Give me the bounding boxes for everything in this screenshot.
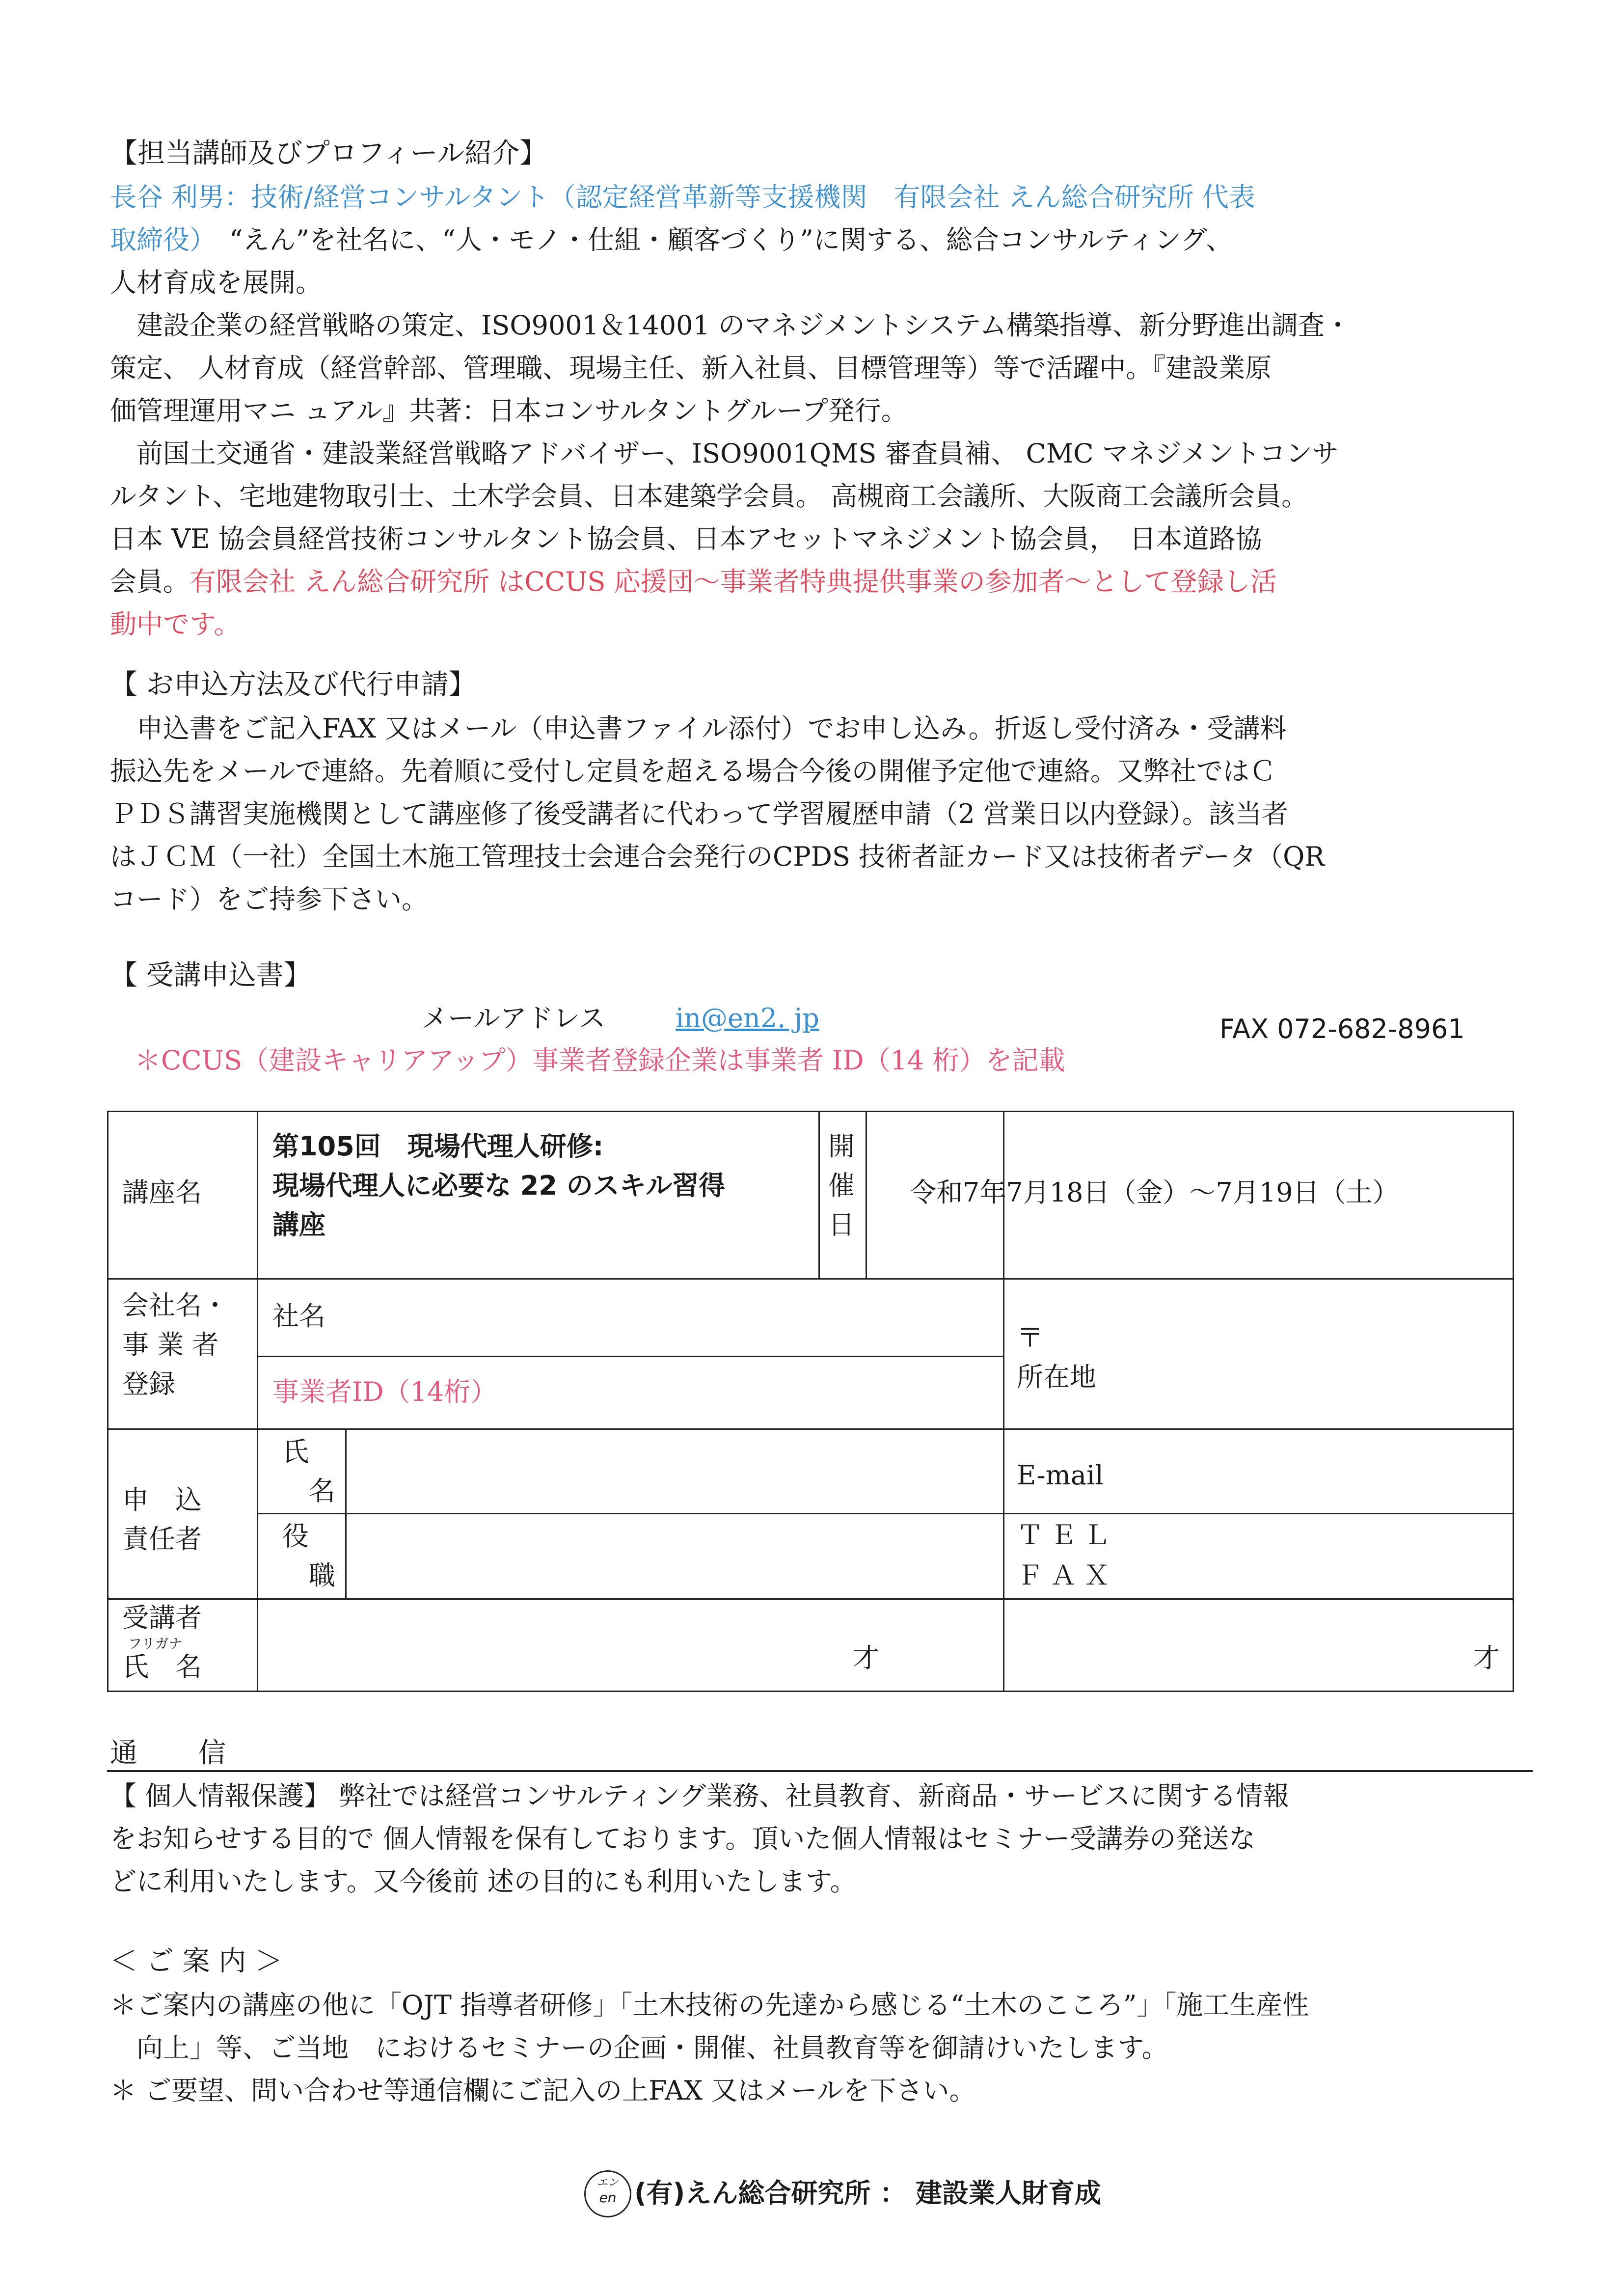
company-label-1: 会社名・ [122,1290,228,1321]
company-name-field[interactable]: 社名 [272,1301,325,1332]
name-label-1: 氏 [282,1436,309,1467]
guide-line-2: 向上」等、ご当地 におけるセミナーの企画・開催、社員教育等を御請けいたします。 [110,2032,1168,2063]
profile-line-10a: 会員。 [110,566,189,597]
footer-company-name: (有)えん総合研究所 ： 建設業人財育成 [634,2178,1101,2209]
company-logo: エン en [584,2170,631,2217]
guide-line-1: ＊ご案内の講座の他に「OJT 指導者研修」「土木技術の先達から感じる“土木のこころ”」「施工生産性 [110,1990,1309,2021]
email-label: メールアドレス [421,1003,606,1034]
application-line-3: ＰＤＳ講習実施機関として講座修了後受講者に代わって学習履歴申請（2 営業日以内登録）。該当者 [110,798,1288,829]
application-line-2: 振込先をメールで連絡。先着順に受付し定員を超える場合今後の開催予定他で連絡。又弊社ではＣ [110,756,1276,787]
profile-line-11: 動中です。 [110,609,241,640]
attendee-furigana: フリガナ [128,1636,183,1652]
application-heading: 【 お申込方法及び代行申請】 [110,669,476,701]
profile-line-2b: “えん”を社名に、“人・モノ・仕組・顧客づくり”に関する、総合コンサルティング、 [203,224,1233,255]
guide-heading: ＜ ご 案 内 ＞ [110,1945,283,1977]
application-table [107,1111,1514,1692]
course-title-3: 講座 [272,1209,325,1240]
profile-line-3: 人材育成を展開。 [110,267,322,298]
address-field[interactable]: 所在地 [1017,1362,1096,1393]
application-line-4: はＪＣＭ（一社）全国土木施工管理技士会連合会発行のCPDS 技術者証カード又は技術者データ（QR [110,841,1325,872]
course-title-1: 第105回 現場代理人研修: [272,1131,604,1162]
privacy-line-3: どに利用いたします。又今後前 述の目的にも利用いたします。 [110,1866,857,1897]
applicant-label-1: 申 込 [122,1484,202,1515]
profile-line-10b: 有限会社 えん総合研究所 はCCUS 応援団～事業者特典提供事業の参加者～として登録し活 [189,566,1277,597]
course-label: 講座名 [122,1177,202,1208]
profile-line-9: 日本 VE 協会員経営技術コンサルタント協会員、日本アセットマネジメント協会員， 日本道路協 [110,523,1262,554]
fax-number: FAX 072-682-8961 [1219,1013,1465,1044]
held-label-2: 催 [828,1170,855,1201]
notes-heading: 通 信 [110,1737,228,1769]
privacy-line-1: 【 個人情報保護】 弊社では経営コンサルティング業務、社員教育、新商品・サービスに関する情報 [110,1780,1290,1811]
email-field[interactable]: E-mail [1017,1460,1104,1491]
guide-section [110,1940,1534,2112]
business-id-field[interactable]: 事業者ID（14桁） [272,1376,497,1407]
email-link[interactable]: in@en2. jp [676,1003,819,1034]
company-label-2: 事 業 者 [122,1329,219,1360]
privacy-section [110,1775,1534,1903]
profile-section [110,132,1534,646]
attendee-label-1: 受講者 [122,1602,202,1633]
application-line-5: コード）をご持参下さい。 [110,884,428,915]
held-label-1: 開 [828,1131,855,1162]
age-unit-1: 才 [853,1642,879,1673]
guide-line-3: ＊ ご要望、問い合わせ等通信欄にご記入の上FAX 又はメールを下さい。 [110,2075,976,2106]
company-label-3: 登録 [122,1368,175,1399]
tel-field[interactable]: ＴＥＬ [1017,1520,1117,1551]
attendee-label-2: 氏 名 [122,1651,202,1682]
profile-heading: 【担当講師及びプロフィール紹介】 [110,137,547,169]
privacy-line-2: をお知らせする目的で 個人情報を保有しております。頂いた個人情報はセミナー受講券の発送な [110,1823,1256,1854]
course-title-2: 現場代理人に必要な 22 のスキル習得 [272,1170,726,1201]
application-section [110,663,1534,921]
ccus-note: ＊CCUS（建設キャリアアップ）事業者登録企業は事業者 ID（14 桁）を記載 [135,1045,1065,1076]
postal-mark: 〒 [1017,1322,1043,1353]
course-date: 令和7年7月18日（金）～7月19日（土） [910,1177,1399,1208]
form-heading: 【 受講申込書】 [110,959,311,991]
profile-line-7: 前国土交通省・建設業経営戦略アドバイザー、ISO9001QMS 審査員補、 CMC マネジメントコンサ [110,438,1339,469]
applicant-label-2: 責任者 [122,1524,202,1555]
profile-line-5: 策定、 人材育成（経営幹部、管理職、現場主任、新入社員、目標管理等）等で活躍中。『建設業原 [110,353,1272,383]
profile-line-4: 建設企業の経営戦略の策定、ISO9001＆14001 のマネジメントシステム構築指導、新分野進出調査・ [110,310,1351,341]
age-unit-2: 才 [1473,1642,1500,1673]
profile-line-8: ルタント、宅地建物取引士、土木学会員、日本建築学会員。 高槻商工会議所、大阪商工会議所会員。 [110,481,1308,512]
held-label-3: 日 [828,1209,855,1240]
profile-line-2a: 取締役） [110,224,203,255]
position-label-1: 役 [282,1521,309,1552]
fax-field[interactable]: ＦＡＸ [1017,1560,1117,1591]
profile-line-6: 価管理運用マニ ュアル』共著：日本コンサルタントグループ発行。 [110,395,908,426]
notes-rule [107,1770,1533,1772]
profile-line-1: 長谷 利男：技術/経営コンサルタント（認定経営革新等支援機関 有限会社 えん総合研究所 代表 [110,182,1255,213]
position-label-2: 職 [309,1560,335,1591]
application-line-1: 申込書をご記入FAX 又はメール（申込書ファイル添付）でお申し込み。折返し受付済み・受講料 [110,713,1287,744]
name-label-2: 名 [309,1476,335,1506]
